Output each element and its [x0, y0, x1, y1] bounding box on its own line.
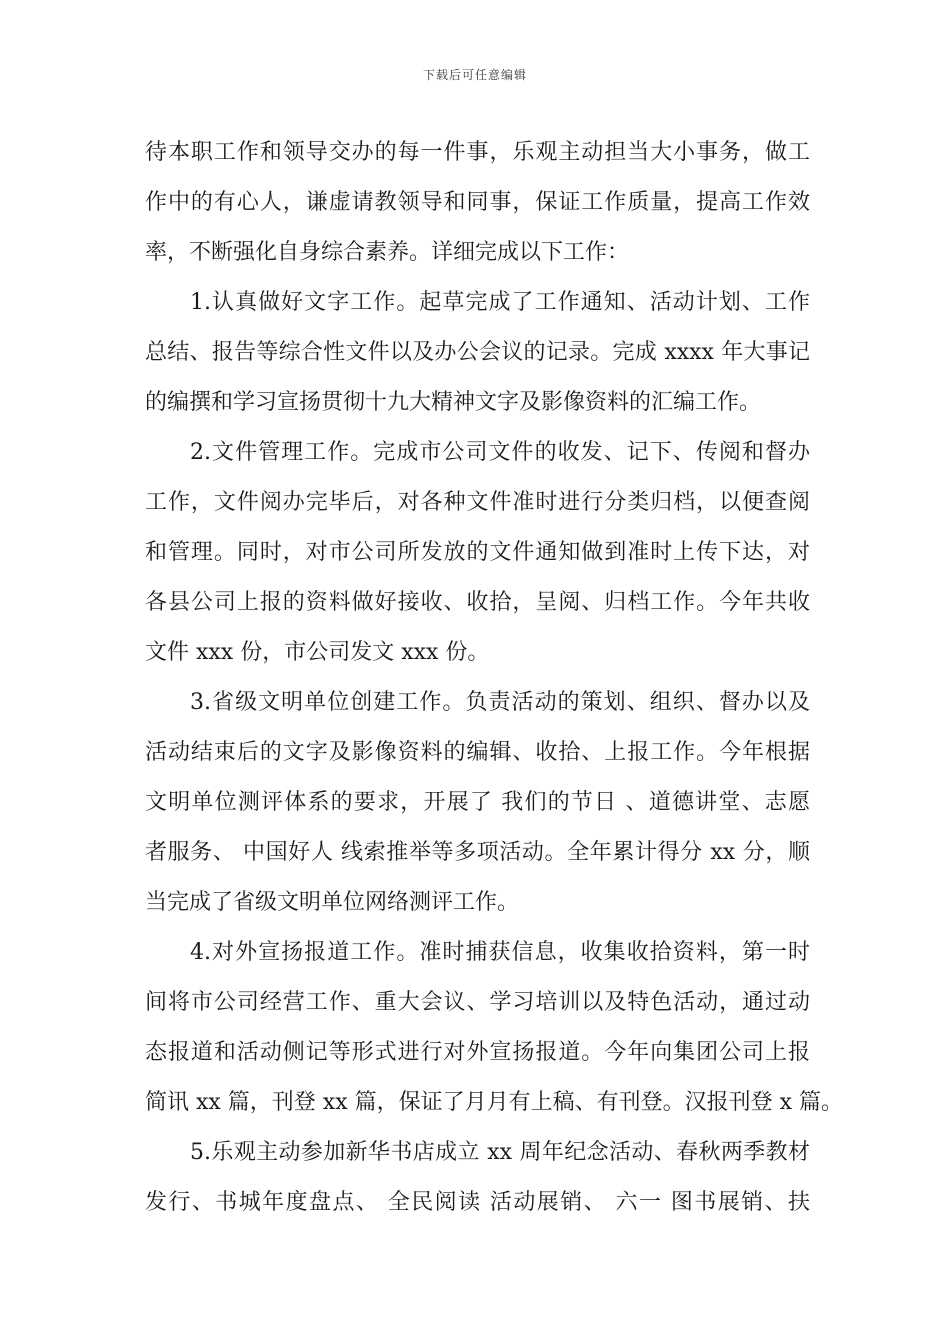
text-line: 间将市公司经营工作、重大会议、学习培训以及特色活动，通过动: [145, 990, 810, 1015]
text-line: 3.省级文明单位创建工作。负责活动的策划、组织、督办以及: [190, 690, 810, 715]
text-line: 文件 xxx 份，市公司发文 xxx 份。: [145, 640, 490, 665]
text-line: 者服务、 中国好人 线索推举等多项活动。全年累计得分 xx 分，顺: [145, 840, 810, 865]
text-line: 作中的有心人，谦虚请教领导和同事，保证工作质量，提高工作效: [145, 190, 810, 215]
text-line: 和管理。同时，对市公司所发放的文件通知做到准时上传下达，对: [145, 540, 810, 565]
text-line: 当完成了省级文明单位网络测评工作。: [145, 890, 520, 915]
text-line: 工作，文件阅办完毕后，对各种文件准时进行分类归档，以便查阅: [145, 490, 810, 515]
text-line: 4.对外宣扬报道工作。准时捕获信息，收集收拾资料，第一时: [190, 940, 810, 965]
text-line: 发行、书城年度盘点、 全民阅读 活动展销、 六一 图书展销、扶: [145, 1190, 810, 1215]
text-line: 总结、报告等综合性文件以及办公会议的记录。完成 xxxx 年大事记: [145, 340, 810, 365]
text-line: 待本职工作和领导交办的每一件事，乐观主动担当大小事务，做工: [145, 140, 810, 165]
text-line: 1.认真做好文字工作。起草完成了工作通知、活动计划、工作: [190, 290, 810, 315]
text-line: 2.文件管理工作。完成市公司文件的收发、记下、传阅和督办: [190, 440, 810, 465]
text-line: 的编撰和学习宣扬贯彻十九大精神文字及影像资料的汇编工作。: [145, 390, 762, 415]
text-line: 5.乐观主动参加新华书店成立 xx 周年纪念活动、春秋两季教材: [190, 1140, 810, 1165]
text-line: 各县公司上报的资料做好接收、收拾，呈阅、归档工作。今年共收: [145, 590, 810, 615]
text-line: 简讯 xx 篇，刊登 xx 篇，保证了月月有上稿、有刊登。汉报刊登 x 篇。: [145, 1090, 843, 1115]
text-line: 文明单位测评体系的要求，开展了 我们的节日 、道德讲堂、志愿: [145, 790, 810, 815]
document-body: [145, 128, 843, 1228]
page-header: 下载后可任意编辑: [422, 68, 527, 82]
text-line: 态报道和活动侧记等形式进行对外宣扬报道。今年向集团公司上报: [145, 1040, 810, 1065]
text-line: 活动结束后的文字及影像资料的编辑、收拾、上报工作。今年根据: [145, 740, 810, 765]
text-line: 率，不断强化自身综合素养。详细完成以下工作：: [145, 240, 630, 265]
